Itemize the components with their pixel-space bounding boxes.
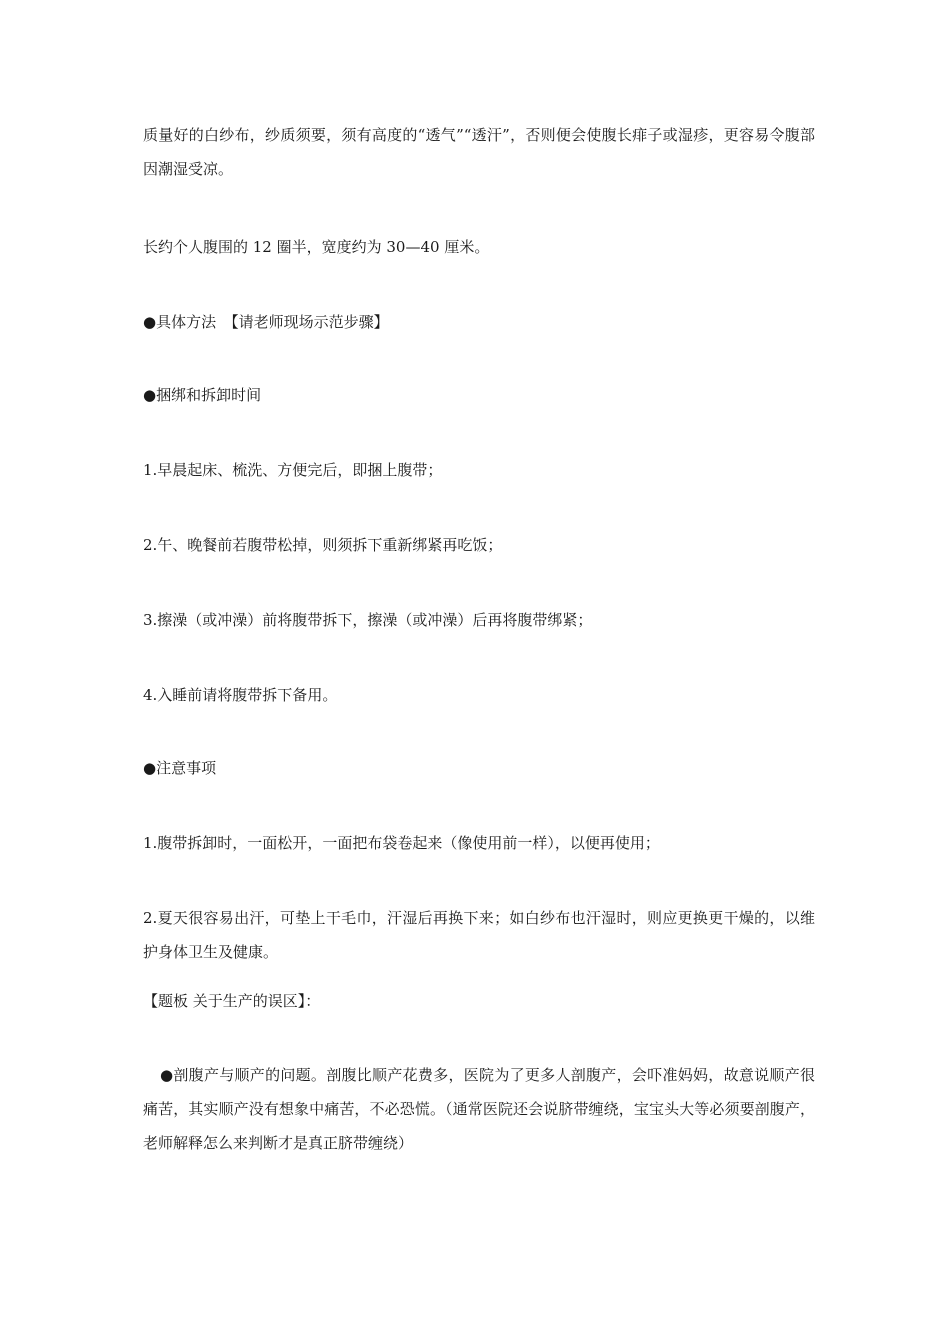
list-item-binding-4: 4.入睡前请将腹带拆下备用。 xyxy=(143,686,338,704)
list-item-precaution-2: 2.夏天很容易出汗，可垫上干毛巾，汗湿后再换下来；如白纱布也汗湿时，则应更换更干燥的，以维护身体卫生及健康。 xyxy=(143,909,815,961)
heading-precautions: ●注意事项 xyxy=(143,759,217,777)
paragraph-belt-size: 长约个人腹围的 12 圈半，宽度约为 30—40 厘米。 xyxy=(143,238,490,256)
heading-binding-time: ●捆绑和拆卸时间 xyxy=(143,386,262,404)
heading-specific-method: ●具体方法 【请老师现场示范步骤】 xyxy=(143,313,389,331)
list-item-binding-2: 2.午、晚餐前若腹带松掉，则须拆下重新绑紧再吃饭； xyxy=(143,536,503,554)
list-item-binding-1: 1.早晨起床、梳洗、方便完后，即捆上腹带； xyxy=(143,461,443,479)
paragraph-cesarean-vs-natural: ●剖腹产与顺产的问题。剖腹比顺产花费多，医院为了更多人剖腹产，会吓准妈妈，故意说顺产很痛苦，其实顺产没有想象中痛苦，不必恐慌。（通常医院还会说脐带缠绕，宝宝头大等必须要剖腹产，老师解释怎么来判断才是真正脐带缠绕） xyxy=(143,1066,815,1152)
topic-board-title: 【题板 关于生产的误区】： xyxy=(143,992,321,1010)
list-item-binding-3: 3.擦澡（或冲澡）前将腹带拆下，擦澡（或冲澡）后再将腹带绑紧； xyxy=(143,611,593,629)
list-item-precaution-1: 1.腹带拆卸时，一面松开，一面把布袋卷起来（像使用前一样），以便再使用； xyxy=(143,834,660,852)
paragraph-gauze-quality: 质量好的白纱布，纱质须要，须有高度的“透气”“透汗”，否则便会使腹长痱子或湿疹，更容易令腹部因潮湿受凉。 xyxy=(143,126,815,178)
